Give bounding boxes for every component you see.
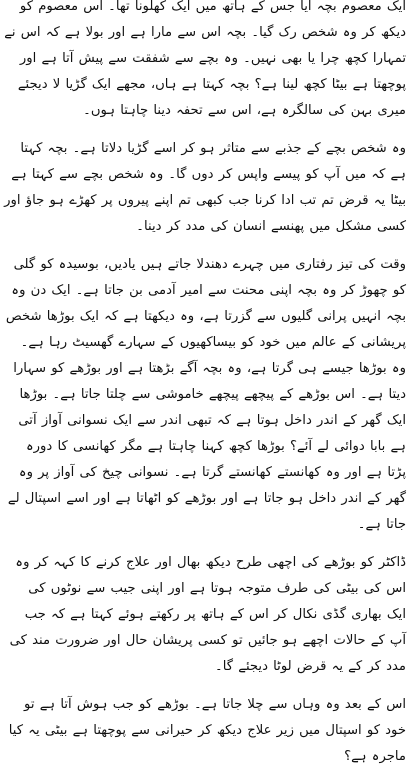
paragraph-3: وقت کی تیز رفتاری میں چہرے دھندلا جاتے ہیں یادیں، بوسیدہ کو گلی کو چھوڑ کر وہ بچہ اپنی محنت سے امیر آدمی بن جاتا ہے۔ ایک دن وہ بچہ انہیں پرانی گلیوں سے گزرتا ہے، وہ دیکھتا ہے کہ ایک بوڑھا شخص پریشانی کے عالم میں خود کو بیساکھیوں کے سہارے گھسیٹ رہا ہے۔ وہ بوڑھا جیسے ہی گرتا ہے، وہ بچہ آگے بڑھتا ہے اور بوڑھے کو سہارا دیتا ہے۔ اس بوڑھے کے پیچھے پیچھے خاموشی سے چلتا جاتا ہے۔ بوڑھا ایک گھر کے اندر داخل ہوتا ہے کہ تبھی اندر سے ایک نسوانی آواز آتی ہے بابا دوائی لے آئے؟ بوڑھا کچھ کہنا چاہتا ہے مگر کھانسی کا دورہ پڑتا ہے اور وہ کھانستے کھانستے گرتا ہے۔ نسوانی چیخ کی آواز پر وہ گھر کے اندر داخل ہو جاتا ہے اور بوڑھے کو اٹھاتا ہے اور اسے اسپتال لے جاتا ہے۔ xyxy=(5,257,406,532)
paragraph-1: ایک معصوم بچہ آیا جس کے ہاتھ میں ایک کھلونا تھا۔ اس معصوم کو دیکھ کر وہ شخص رک گیا۔ بچہ اس سے مارا ہے اور بولا ہے کہ اس نے تمہارا کچھ چرا یا بھی نہیں۔ وہ بچے سے شفقت سے پیش آتا ہے اور پوچھتا ہے بیٹا کچھ لینا ہے؟ بچہ کہتا ہے ہاں، مجھے ایک گڑیا لا دیجئے میری بہن کی سالگرہ ہے، اس سے تحفہ دینا چاہتا ہوں۔ xyxy=(4,0,406,118)
story-text xyxy=(4,0,406,782)
paragraph-2: وہ شخص بچے کے جذبے سے متاثر ہو کر اسے گڑیا دلاتا ہے۔ بچہ کہتا ہے کہ میں آپ کو پیسے واپس کر دوں گا۔ وہ شخص بچے سے کہتا ہے بیٹا یہ قرض تم تب ادا کرنا جب کبھی تم اپنے پیروں پر کھڑے ہو جاؤ اور کسی مشکل میں پھنسے انسان کی مدد کر دینا۔ xyxy=(4,141,406,234)
paragraph-5: اس کے بعد وہ وہاں سے چلا جاتا ہے۔ بوڑھے کو جب ہوش آتا ہے تو خود کو اسپتال میں زیر علاج دیکھ کر حیرانی سے پوچھتا ہے بیٹی یہ کیا ماجرہ ہے؟ xyxy=(8,697,406,764)
paragraph-4: ڈاکٹر کو بوڑھے کی اچھی طرح دیکھ بھال اور علاج کرنے کا کہہ کر وہ اس کی بیٹی کی طرف متوجہ ہوتا ہے اور اپنی جیب سے نوٹوں کی ایک بھاری گڈی نکال کر اس کے ہاتھ پر رکھتے ہوئے کہتا ہے کہ جب آپ کے حالات اچھے ہو جائیں تو کسی پریشان حال اور ضرورت مند کی مدد کر کے یہ قرض لوٹا دیجئے گا۔ xyxy=(9,555,406,674)
